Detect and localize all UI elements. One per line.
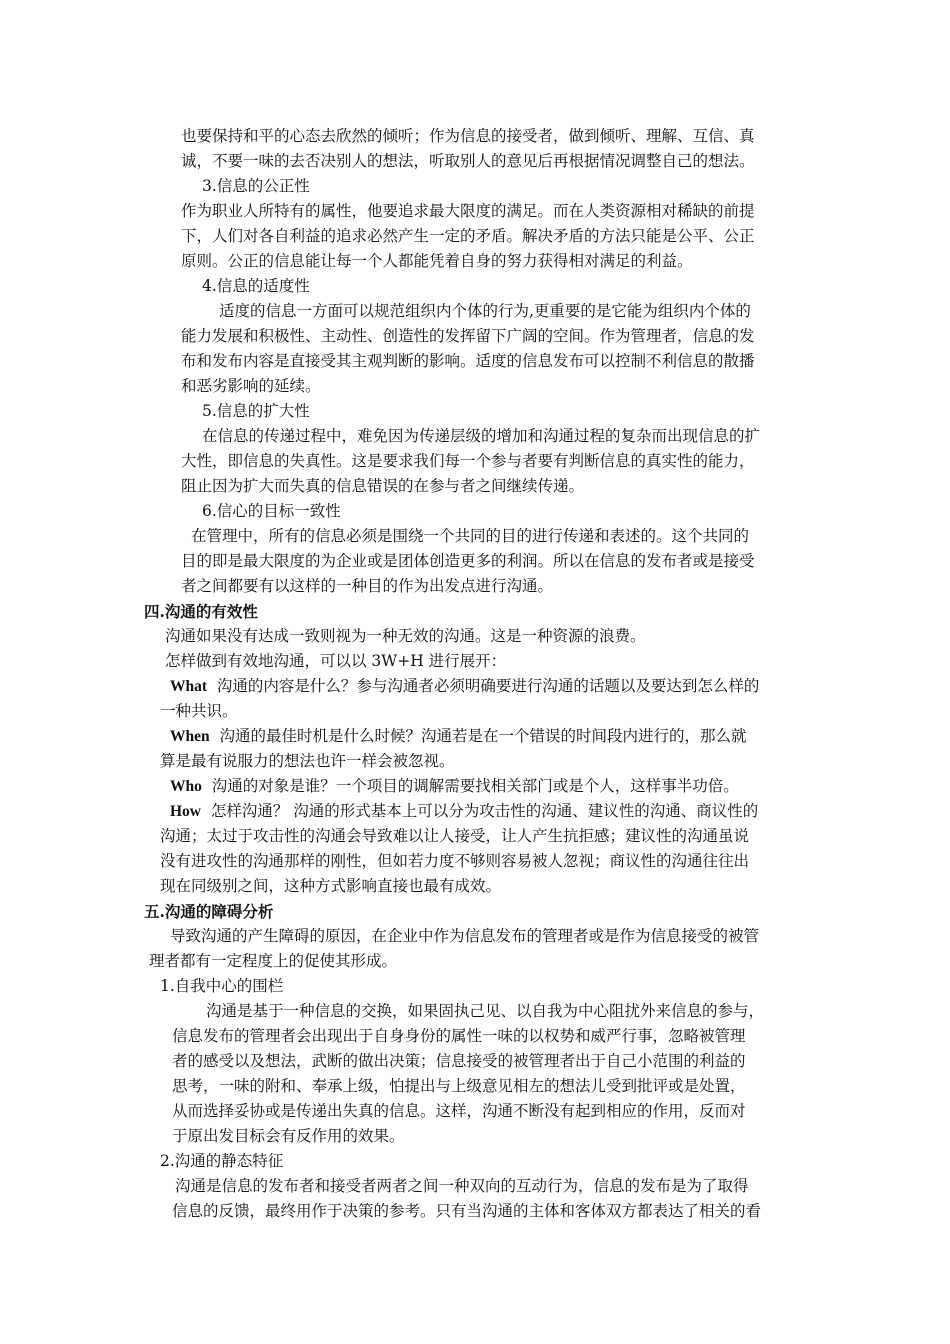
paragraph-line: 思考，一味的附和、奉承上级，怕提出与上级意见相左的想法儿受到批评或是处置，: [172, 1077, 746, 1095]
paragraph-text: 沟通的内容是什么？参与沟通者必须明确要进行沟通的话题以及要达到怎么样的: [216, 677, 760, 695]
paragraph-line: 沟通；太过于攻击性的沟通会导致难以让人接受，让人产生抗拒感；建议性的沟通虽说: [160, 827, 750, 845]
paragraph-line: 阻止因为扩大而失真的信息错误的在参与者之间继续传递。: [181, 477, 585, 495]
term-when: When: [170, 728, 210, 745]
term-line: [170, 799, 758, 824]
term-how: How: [170, 803, 201, 820]
term-line: [170, 774, 739, 799]
paragraph-line: 沟通如果没有达成一致则视为一种无效的沟通。这是一种资源的浪费。: [165, 627, 646, 645]
paragraph-line: 能力发展和积极性、主动性、创造性的发挥留下广阔的空间。作为管理者，信息的发: [181, 327, 755, 345]
paragraph-line: 诚，不要一味的去否决别人的想法，听取别人的意见后再根据情况调整自己的想法。: [181, 152, 755, 170]
subheading: 5.信息的扩大性: [202, 402, 310, 420]
paragraph-line: 算是最有说服力的想法也许一样会被忽视。: [160, 752, 455, 770]
paragraph-line: 下，人们对各自利益的追求必然产生一定的矛盾。解决矛盾的方法只能是公平、公正: [181, 227, 755, 245]
subheading: 2.沟通的静态特征: [160, 1152, 284, 1170]
paragraph-line: 原则。公正的信息能让每一个人都能凭着自身的努力获得相对满足的利益。: [181, 252, 693, 270]
paragraph-line: 现在同级别之间，这种方式影响直接也最有成效。: [160, 877, 502, 895]
paragraph-text: 沟通的最佳时机是什么时候？沟通若是在一个错误的时间段内进行的，那么就: [219, 727, 747, 745]
paragraph-line: 作为职业人所特有的属性，他要追求最大限度的满足。而在人类资源相对稀缺的前提: [181, 202, 755, 220]
paragraph-line: 目的即是最大限度的为企业或是团体创造更多的利润。所以在信息的发布者或是接受: [181, 552, 755, 570]
paragraph-line: 没有进攻性的沟通那样的刚性，但如若力度不够则容易被人忽视；商议性的沟通往往出: [160, 852, 750, 870]
term-who: Who: [170, 778, 202, 795]
paragraph-line: 在管理中，所有的信息必须是围绕一个共同的目的进行传递和表述的。这个共同的: [191, 527, 750, 545]
subheading: 1.自我中心的围栏: [160, 977, 284, 995]
paragraph-line: 和恶劣影响的延续。: [181, 377, 321, 395]
term-what: What: [170, 678, 208, 695]
section-heading: 五.沟通的障碍分析: [144, 902, 274, 921]
term-line: [170, 674, 759, 699]
paragraph-line: 者的感受以及想法，武断的做出决策；信息接受的被管理者出于自己小范围的利益的: [172, 1052, 746, 1070]
paragraph-line: 在信息的传递过程中，难免因为传递层级的增加和沟通过程的复杂而出现信息的扩: [202, 427, 761, 445]
paragraph-line: 沟通是信息的发布者和接受者两者之间一种双向的互动行为，信息的发布是为了取得: [175, 1177, 749, 1195]
subheading: 3.信息的公正性: [202, 177, 310, 195]
paragraph-line: 沟通是基于一种信息的交换，如果固执己见、以自我为中心阻扰外来信息的参与，: [206, 1002, 765, 1020]
paragraph-line: 于原出发目标会有反作用的效果。: [172, 1127, 405, 1145]
subheading: 4.信息的适度性: [202, 277, 310, 295]
paragraph-line: 怎样做到有效地沟通，可以以 3W+H 进行展开：: [165, 652, 507, 670]
paragraph-line: 导致沟通的产生障碍的原因，在企业中作为信息发布的管理者或是作为信息接受的被管: [170, 927, 760, 945]
paragraph-line: 也要保持和平的心态去欣然的倾听；作为信息的接受者，做到倾听、理解、互信、真: [181, 127, 755, 145]
term-line: [170, 724, 747, 749]
paragraph-line: 大性，即信息的失真性。这是要求我们每一个参与者要有判断信息的真实性的能力，: [181, 452, 755, 470]
paragraph-line: 者之间都要有以这样的一种目的作为出发点进行沟通。: [181, 577, 554, 595]
subheading: 6.信心的目标一致性: [202, 502, 341, 520]
section-heading: 四.沟通的有效性: [144, 602, 258, 621]
paragraph-line: 信息的反馈，最终用作于决策的参考。只有当沟通的主体和客体双方都表达了相关的看: [172, 1202, 762, 1220]
paragraph-line: 从而选择妥协或是传递出失真的信息。这样，沟通不断没有起到相应的作用，反而对: [172, 1102, 746, 1120]
paragraph-text: 沟通的对象是谁？一个项目的调解需要找相关部门或是个人，这样事半功倍。: [211, 777, 739, 795]
paragraph-line: 信息发布的管理者会出现出于自身身份的属性一味的以权势和威严行事，忽略被管理: [172, 1027, 746, 1045]
paragraph-line: 适度的信息一方面可以规范组织内个体的行为,更重要的是它能为组织内个体的: [219, 302, 751, 320]
paragraph-line: 一种共识。: [160, 702, 238, 720]
paragraph-text: 怎样沟通？ 沟通的形式基本上可以分为攻击性的沟通、建议性的沟通、商议性的: [210, 802, 759, 820]
paragraph-line: 理者都有一定程度上的促使其形成。: [149, 952, 398, 970]
paragraph-line: 布和发布内容是直接受其主观判断的影响。适度的信息发布可以控制不利信息的散播: [181, 352, 755, 370]
